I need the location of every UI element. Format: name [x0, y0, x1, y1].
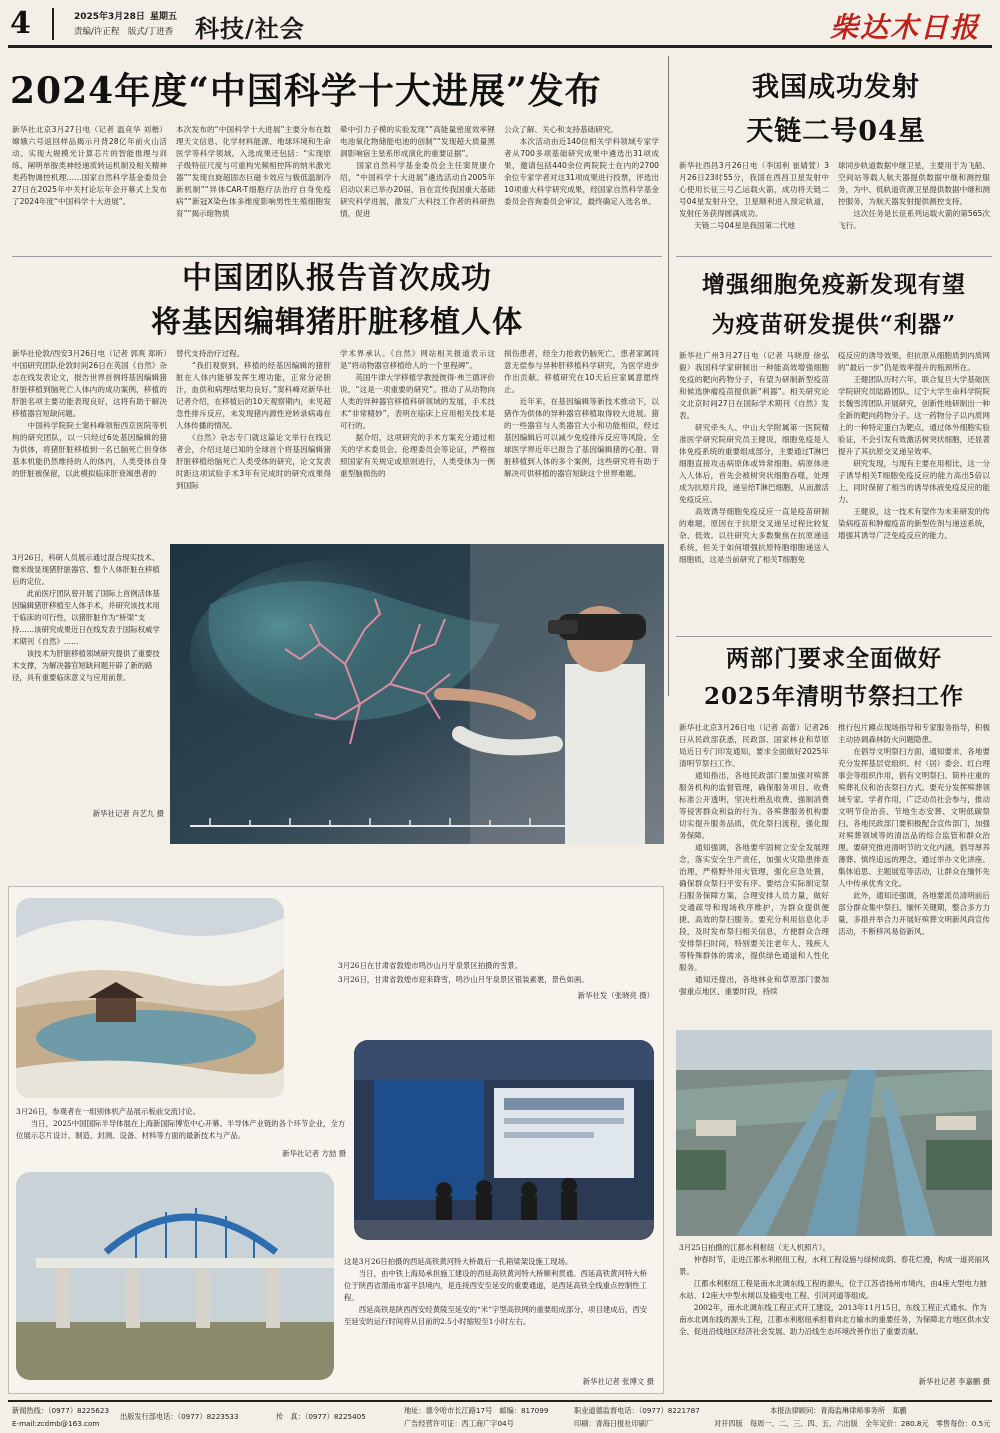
canal-illustration: [676, 1030, 992, 1236]
paper-name-logo: 柴达木日报: [830, 11, 981, 44]
jiangdu-water-project-photo: [676, 1030, 992, 1236]
section-title: 科技/社会: [195, 14, 305, 43]
issue-weekday: 星期五: [150, 12, 178, 22]
footer-rule: [8, 1400, 992, 1402]
issue-date: 2025年3月28日: [74, 12, 145, 22]
footer-supervise-tel: 职业道德监督电话：（0977）8221787: [574, 1406, 700, 1415]
canal-caption: 3月25日拍摄的江都水利枢纽（无人机照片）。 仲春时节，走进江都水利枢纽工程，水利工程设施与绿树成荫、春花烂漫，构成一道亮丽风景。 江都水利枢纽工程是南水北调东线工程的源头，位于江苏省扬州市境内，由4座大型电力抽水站、12座大中型水闸以及输变电工程、引河河道等组成。 2002年，南水北调东线工程正式开工建设，2013年11月15日，东线工程正式通水。作为南水北调东线的源头工程，江都水利枢纽承担着向北方输水的重要任务，为保障北方地区供水安全、促进沿线地区经济社会发展、助力沿线生态环境改善作出了重要贡献。: [679, 1243, 990, 1336]
article1-col2: 本次发布的“中国科学十大进展”主要分布在数理天文信息、化学材料能源、地球环境和生命医学等科学领域。入选成果还包括：“实现原子级特征尺度与可重构光频相控阵的纳米激光器”“发现自旋超固态巨磁卡效应与极低温制冷新机制”“异体CAR-T细胞疗法治疗自身免疫病”“新冠X染色体多维度影响男性生殖细胞发育”“揭示暗物质: [176, 125, 331, 218]
canal-credit: 新华社记者 李嘉鹏 摄: [918, 1377, 990, 1386]
liver-photo-credit: 新华社记者 肖艺九 摄: [92, 809, 164, 818]
article4-headline-line2: 为疫苗研发提供“利器”: [711, 311, 957, 338]
expo-credit: 新华社记者 方喆 摄: [282, 1149, 346, 1158]
article2-col2: 球同步轨道数据中继卫星，主要用于为飞船、空间站等载人航天器提供数据中继和测控服务，为中、低轨道资源卫星提供数据中继和测控服务，为航天器发射提供测控支持。 这次任务是长征系列运载火箭的第565次飞行。: [838, 161, 990, 230]
footer-printer: 印刷：青海日报社印刷厂: [574, 1419, 654, 1428]
article4-col2: 疫反应的诱导效果，但抗原从细胞质到内质网的“最后一步”仍是效率提升的瓶颈所在。 王健团队历时六年，联合复旦大学基础医学院研究员陆路团队、辽宁大学生命科学院院长魏雪涛团队开展研究，创新性地研制出一种全新的靶向药物分子。这一药物分子以内质网上的一种特定蛋白为靶点，通过体外细胞实验验证，不会引发有效激活树突状细胞，还显著提升了其抗原交叉递呈效率。 研究发现，与现有主要在用相比，这一分子诱导相关T细胞免疫反应的能力高出5倍以上，同时保留了相当的诱导体液免疫反应的能力。 王健说，这一技术有望作为未来研发的传染病疫苗和肿瘤疫苗的新型佐剂与递送系统，增强其诱导广泛免疫反应的能力。: [838, 351, 990, 540]
dunhuang-snow-photo: [16, 898, 284, 1098]
footer-legal: 本报法律顾问：青海监琳律师事务所 郑鹏: [770, 1406, 907, 1415]
article3-col3: 学术界承认。《自然》网站相关报道表示这是“将动物器官移植给人的一个里程碑”。 英国牛津大学移植学教授彼得·弗兰德评价说，“这是一项重要的研究”。推动了从动物向人类的异种器官移植科研领域的发展，手术技术“非常精妙”，表明在临床上应用相关技术是可行的。 据介绍，这项研究的手术方案充分通过相关的学术委员会、伦理委员会等论证，严格按照国家有关规定或原则进行，人类受体为一例重型脑损伤的: [340, 349, 495, 478]
article5-headline-line2: 2025年清明节祭扫工作: [703, 683, 964, 710]
liver-hologram-photo: [170, 544, 664, 844]
footer-fax: 传 真：（0977）8225405: [276, 1412, 366, 1421]
expo-illustration: [354, 1040, 654, 1240]
article3-col4: 损伤患者，经全力抢救仍脑死亡，患者家属同意无偿参与异种肝移植科学研究，为医学进步作出贡献。移植研究在10天后应家属意愿终止。 近年来，在基因编辑等新技术推动下，以猪作为供体的异种器官移植取得较大进展。猪的一些器官与人类器官大小和功能相似，经过基因编辑后可以减少免疫排斥反应等风险。全球医学界近年已报告了基因编辑猪的心脏、肾脏移植到人体的多个案例，这些研究将有助于解决可供移植的器官短缺这个世界难题。: [504, 349, 659, 478]
bridge-credit: 新华社记者 张博文 摄: [582, 1377, 654, 1386]
article1-col4: 公众了解、关心和支持基础研究。 本次活动由近140位相关学科领域专家学者从700多项基础研究成果中遴选出31项成果，邀请包括440余位两院院士在内的2700余位专家学者对这31项成果进行投票，评选出10项重大科学研究成果，经国家自然科学基金委员会咨询委员会审议，最终确定入选名单。: [504, 125, 659, 206]
article1-col3: 晕中引力子模的实验发现”“高能量密度效率锂电池氧化物储能电池的创制”“发现超大质量黑洞影响宿主星系形成演化的重要证据”。 国家自然科学基金委员会主任窦贤康介绍，“中国科学十大进展”遴选活动自2005年启动以来已举办20届，旨在宣传我国重大基础研究科学进展，激发广大科技工作者的科研热情，促进: [340, 125, 495, 218]
divider-line: [676, 636, 992, 637]
masthead-vrule: [52, 8, 54, 40]
column-divider: [668, 56, 669, 696]
page-number: 4: [10, 6, 32, 41]
footer-schedule: 对开四版 每周一、二、三、四、五、六出版 全年定价：280.8元 零售每份：0.5元: [714, 1419, 991, 1428]
footer-publish-tel: 出版发行部电话：（0977）8223533: [120, 1412, 239, 1421]
divider-line: [676, 256, 992, 257]
dunhuang-caption-2: 3月26日，甘肃省敦煌市迎来降雪，鸣沙山月牙泉景区银装素裹，景色如画。: [338, 975, 589, 984]
dunhuang-credit: 新华社发（张晓亮 摄）: [577, 991, 654, 1000]
footer-address: 地址：德令哈市长江路17号 邮编：817099: [404, 1406, 549, 1415]
article4-headline-line1: 增强细胞免疫新发现有望: [702, 271, 966, 298]
article1-headline: 2024年度“中国科学十大进展”发布: [10, 70, 602, 112]
divider-line: [12, 256, 662, 257]
footer-ad-license: 广告经营许可证：西工商广字04号: [404, 1419, 514, 1428]
article5-col2: 推行包片蹲点现场指导和专家服务指导，积极主动协调森林防火问题隐患。 在倡导文明祭扫方面，通知要求，各地要充分发挥基层党组织、村（居）委会、红白理事会等组织作用，倡有文明祭扫、简朴庄重的殡葬礼仪和治丧祭扫方式。要充分发挥殡葬领域专家、学者作用，广泛动员社会参与，推动文明节俭治丧、节地生态安葬、文明低碳祭扫。各地民政部门要积极配合宣传部门，加强对殡葬领域等的清洁品的综合监管和群众治理。要研究推进清明节的文化内涵，倡导厚养薄葬、慎终追远的理念，通过举办文化讲座、集体追思、主题展览等活动，让群众在缅怀先人中传承优秀文化。 此外，通知还强调，各地要派员清明前后部分群众集中祭扫、缅怀关键期，整合多方力量，多措并举合力开展好殡葬文明新风尚宣传活动，不断移风易俗新风。: [838, 723, 990, 936]
article3-headline-line1: 中国团队报告首次成功: [182, 261, 492, 296]
dunhuang-caption-1: 3月26日在甘肃省敦煌市鸣沙山月牙泉景区拍摄的雪景。: [338, 961, 523, 970]
article3-col2: 替代支持治疗过程。 “我们观察到，移植的经基因编辑的猪肝脏在人体内能够发挥生理功能，正常分泌胆汁，血供和病理结果均良好。”窦科峰对新华社记者介绍，在移植后的10天观察期内，未见超急性排斥反应，未发现猪内源性逆转录病毒在人体传播的情况。 《自然》杂志专门就这篇论文举行在线记者会，介绍这是已知的全球首个将基因编辑猪肝脏移植给脑死亡人类受体的研究，论文发表时距这项试验手术3年有完成时的研究成果得到国际: [176, 349, 331, 490]
article2-col1: 新华社西昌3月26日电（李国利 崔婧萱）3月26日23时55分，我国在西昌卫星发射中心使用长征三号乙运载火箭，成功将天链二号04星发射升空，卫星顺利进入预定轨道，发射任务获得圆满成功。 天链二号04星是我国第二代地: [679, 161, 829, 230]
article3-col1: 新华社伦敦/西安3月26日电（记者 郭爽 郑昕）中国研究团队伦敦时间26日在英国《自然》杂志在线发表论文，报告世界首例将基因编辑猪肝脏移植到脑死亡人体内的成功案例，移植的肝脏名项主要功能表现良好，这将有助于解决移植器官短缺问题。 中国科学院院士窦科峰领衔西京医院等机构的研究团队，以一只经过6处基因编辑的猪为供体，将猪肝脏移植到一名已脑死亡但身体基本机能仍然维持的人的体内，人类受体自身的肝脏被保留，以此模拟临床肝衰竭患者的: [12, 349, 167, 478]
liver-photo-caption: 3月26日，科研人员展示通过混合现实技术、微米级显现猪肝脏器官、整个人体肝脏在移植后的定位。 此前医疗团队曾开展了国际上首例活体基因编辑猪肝移植至人体手术，并研究该技术用于临床的可行性，以猪肝脏作为“桥梁”支持……该研究成果近日在线发表于国际权威学术期刊《自然》…… 该技术为肝脏移植领域研究提供了重要技术支撑，为解决器官短缺问题开辟了新的路径，具有重要临床意义与应用前景。: [12, 553, 160, 682]
article5-col1: 新华社北京3月26日电（记者 高蕾）记者26日从民政部获悉，民政部、国家林业和草原局近日专门印发通知，要求全面做好2025年清明节祭扫工作。 通知指出，各地民政部门要加强对殡葬服务机构的监督管理，确保服务项目、收费标准公开透明，坚决杜绝乱收费、强制消费等侵害群众利益的行为。各殡葬服务机构要切实提升服务品质，优化祭扫流程，强化服务保障。 通知强调，各地要牢固树立安全发展理念，落实安全生产责任，加强火灾隐患排查治理，严格野外用火管理，强化应急处置，确保群众祭扫平安有序。要结合实际制定祭扫服务保障方案，合理安排人员力量，做好交通疏导和现场秩序维护，为群众提供便捷、高效的祭扫服务。要充分利用信息化手段，及时发布祭扫相关信息，方便群众合理安排祭扫时间，特别要关注老年人、残疾人等特殊群体的需求，提供绿色通道和人性化服务。 通知还提出，各地林业和草原部门要加强重点地区、重要时段，持续: [679, 723, 829, 996]
article1-col1: 新华社北京3月27日电（记者 温竞华 刘楷）嫦娥六号返回样品揭示月背28亿年前火山活动、实现大规模光计算芯片的智能推理与训练、阐明单胺类神经递质转运机制及相关精神类药物调控机理……国家自然科学基金委员会27日在2025年中关村论坛年会开幕式上发布了2024年度“中国科学十大进展”。: [12, 125, 167, 206]
expo-caption: 3月26日，参观者在一组别体机产品展示板前交流讨论。 当日，2025中国国际半导体展在上海新国际博览中心开幕。半导体产业链的各个环节企业，全方位展示芯片设计、制造、封测、设备、材料等方面的最新技术与产品。: [16, 1107, 346, 1140]
bridge-illustration: [16, 1172, 334, 1380]
editor-credits: 责编/许正程 版式/丁进香: [74, 27, 174, 37]
article2-headline-line1: 我国成功发射: [752, 72, 920, 103]
semiconductor-expo-photo: [354, 1040, 654, 1240]
article2-headline-line2: 天链二号04星: [746, 116, 926, 147]
bridge-caption: 这是3月26日拍摄的西延高铁黄河特大桥最后一孔箱梁架设施工现场。 当日，由中铁上海局承担施工建设的西延高铁黄河特大桥顺利贯通。西延高铁黄河特大桥位于陕西省渭南市富平县境内，是连接西安至延安的重要通道，是西延高铁全线重点控制性工程。 西延高铁是陕西西安经黄陵至延安的“米”字型高铁网的重要组成部分，项目建成后，西安至延安的运行时间将从目前的2.5小时缩短至1小时左右。: [344, 1257, 648, 1326]
high-speed-rail-bridge-photo: [16, 1172, 334, 1380]
article3-headline-line2: 将基因编辑猪肝脏移植人体: [151, 305, 523, 340]
dunhuang-illustration: [16, 898, 284, 1098]
footer-email: E-mail:zcdmb@163.com: [12, 1419, 100, 1428]
liver-hologram-illustration: [170, 544, 664, 844]
masthead: [0, 0, 1000, 46]
article5-headline-line1: 两部门要求全面做好: [726, 645, 942, 672]
footer-hotline: 新闻热线：（0977）8225623: [12, 1406, 110, 1415]
article4-col1: 新华社广州3月27日电（记者 马晓澄 徐弘毅）我国科学家研制出一种能高效增强细胞免疫的靶向药物分子，有望为研制新型疫苗和候选肿瘤疫苗提供新“利器”。相关研究论文北京时间27日在国际学术期刊《自然》发表。 研究牵头人、中山大学附属第一医院精准医学研究院研究员王健说，细胞免疫是人体免疫系统的重要组成部分，主要通过T淋巴细胞直接攻击病原体或异常细胞。病原体进入人体后，首先会被树突状细胞吞噬，处理成为抗原片段，递呈给T淋巴细胞，从而激活免疫反应。 高效诱导细胞免疫反应一直是疫苗研制的难题，原因在于抗原交叉递呈过程比较复杂、低效。以往研究大多数聚焦在抗原递送系统，但关于如何增强抗原特胞细胞递送入细胞质，这是当前研究了相关T细胞免: [679, 351, 829, 564]
masthead-rule: [8, 45, 992, 48]
footer: [8, 1404, 992, 1432]
